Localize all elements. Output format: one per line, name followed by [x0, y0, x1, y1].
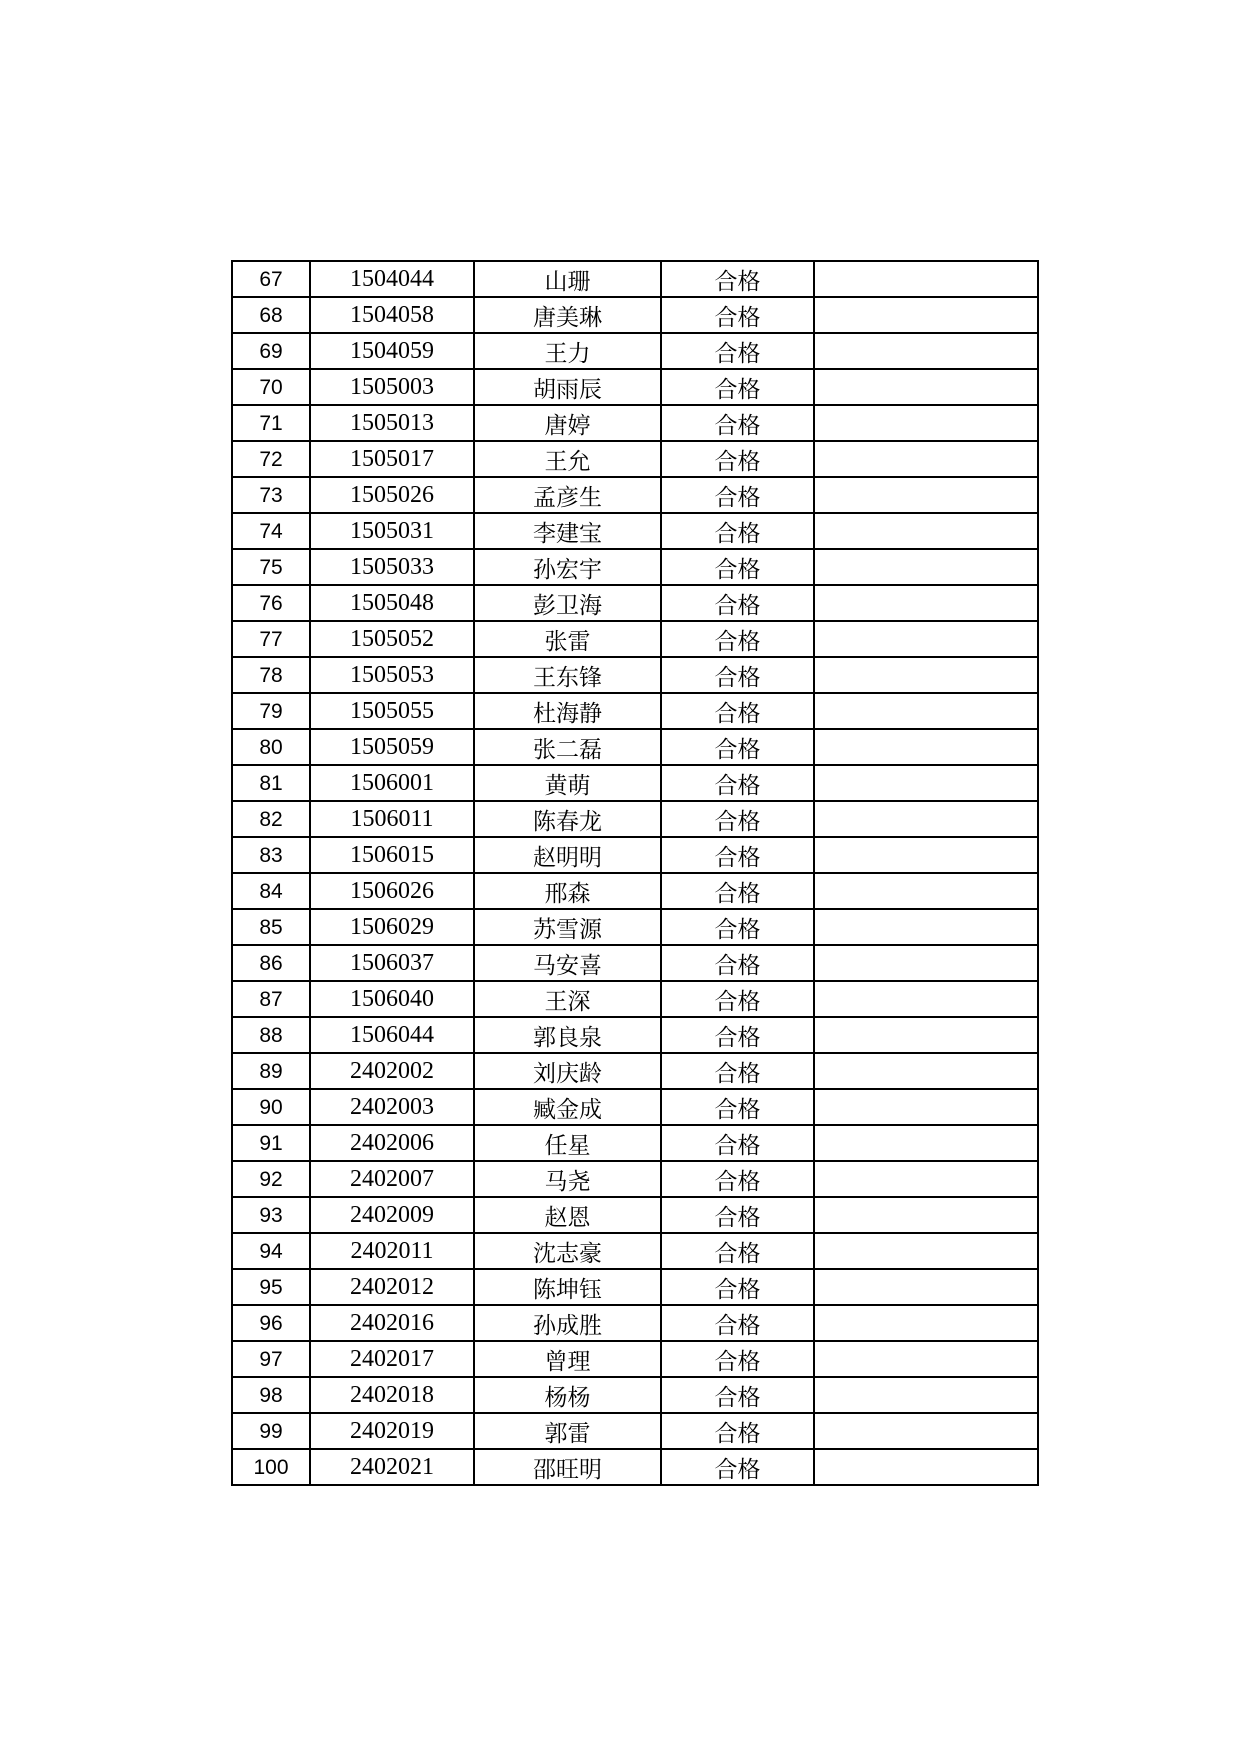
- result-cell: 合格: [661, 909, 814, 945]
- table-row: [232, 1413, 1038, 1449]
- exam-id-cell: 1505013: [310, 405, 474, 441]
- remark-cell: [814, 513, 1038, 549]
- candidate-name-cell: 马安喜: [474, 945, 661, 981]
- candidate-name-cell: 曾理: [474, 1341, 661, 1377]
- row-number-cell: 93: [232, 1197, 310, 1233]
- exam-id-cell: 1504058: [310, 297, 474, 333]
- result-cell: 合格: [661, 729, 814, 765]
- result-cell: 合格: [661, 1269, 814, 1305]
- remark-cell: [814, 405, 1038, 441]
- result-cell: 合格: [661, 585, 814, 621]
- remark-cell: [814, 1413, 1038, 1449]
- row-number-cell: 77: [232, 621, 310, 657]
- result-cell: 合格: [661, 1161, 814, 1197]
- candidate-name-cell: 陈春龙: [474, 801, 661, 837]
- row-number-cell: 71: [232, 405, 310, 441]
- exam-id-cell: 1505055: [310, 693, 474, 729]
- remark-cell: [814, 1197, 1038, 1233]
- candidate-name-cell: 王深: [474, 981, 661, 1017]
- exam-id-cell: 1505052: [310, 621, 474, 657]
- result-cell: 合格: [661, 693, 814, 729]
- exam-id-cell: 1506011: [310, 801, 474, 837]
- result-cell: 合格: [661, 1197, 814, 1233]
- remark-cell: [814, 1161, 1038, 1197]
- row-number-cell: 97: [232, 1341, 310, 1377]
- remark-cell: [814, 1233, 1038, 1269]
- remark-cell: [814, 873, 1038, 909]
- candidate-name-cell: 彭卫海: [474, 585, 661, 621]
- candidate-name-cell: 王力: [474, 333, 661, 369]
- remark-cell: [814, 657, 1038, 693]
- candidate-name-cell: 杨杨: [474, 1377, 661, 1413]
- table-row: [232, 1197, 1038, 1233]
- result-cell: 合格: [661, 801, 814, 837]
- result-cell: 合格: [661, 945, 814, 981]
- result-cell: 合格: [661, 1341, 814, 1377]
- exam-id-cell: 1506040: [310, 981, 474, 1017]
- candidate-name-cell: 孙成胜: [474, 1305, 661, 1341]
- exam-id-cell: 1505003: [310, 369, 474, 405]
- exam-id-cell: 1505017: [310, 441, 474, 477]
- remark-cell: [814, 693, 1038, 729]
- exam-id-cell: 2402019: [310, 1413, 474, 1449]
- candidate-name-cell: 马尧: [474, 1161, 661, 1197]
- candidate-name-cell: 郭良泉: [474, 1017, 661, 1053]
- result-cell: 合格: [661, 1017, 814, 1053]
- table-row: [232, 1089, 1038, 1125]
- candidate-name-cell: 张雷: [474, 621, 661, 657]
- remark-cell: [814, 369, 1038, 405]
- result-cell: 合格: [661, 1053, 814, 1089]
- candidate-name-cell: 唐美琳: [474, 297, 661, 333]
- candidate-name-cell: 山珊: [474, 261, 661, 297]
- exam-id-cell: 2402003: [310, 1089, 474, 1125]
- row-number-cell: 90: [232, 1089, 310, 1125]
- table-row: [232, 1053, 1038, 1089]
- table-row: [232, 405, 1038, 441]
- table-row: [232, 729, 1038, 765]
- remark-cell: [814, 909, 1038, 945]
- exam-id-cell: 2402016: [310, 1305, 474, 1341]
- row-number-cell: 100: [232, 1449, 310, 1485]
- row-number-cell: 75: [232, 549, 310, 585]
- exam-id-cell: 2402002: [310, 1053, 474, 1089]
- result-cell: 合格: [661, 441, 814, 477]
- table-row: [232, 1233, 1038, 1269]
- result-cell: 合格: [661, 1413, 814, 1449]
- remark-cell: [814, 1449, 1038, 1485]
- remark-cell: [814, 729, 1038, 765]
- exam-id-cell: 1505031: [310, 513, 474, 549]
- exam-id-cell: 1506015: [310, 837, 474, 873]
- candidate-name-cell: 邢森: [474, 873, 661, 909]
- result-cell: 合格: [661, 549, 814, 585]
- row-number-cell: 95: [232, 1269, 310, 1305]
- candidate-name-cell: 孙宏宇: [474, 549, 661, 585]
- table-row: [232, 585, 1038, 621]
- result-cell: 合格: [661, 1377, 814, 1413]
- row-number-cell: 73: [232, 477, 310, 513]
- table-row: [232, 873, 1038, 909]
- remark-cell: [814, 621, 1038, 657]
- exam-id-cell: 1505053: [310, 657, 474, 693]
- table-row: [232, 693, 1038, 729]
- remark-cell: [814, 477, 1038, 513]
- table-row: [232, 261, 1038, 297]
- exam-id-cell: 1505033: [310, 549, 474, 585]
- remark-cell: [814, 333, 1038, 369]
- row-number-cell: 74: [232, 513, 310, 549]
- exam-id-cell: 1506001: [310, 765, 474, 801]
- candidate-name-cell: 陈坤钰: [474, 1269, 661, 1305]
- row-number-cell: 68: [232, 297, 310, 333]
- result-cell: 合格: [661, 837, 814, 873]
- result-cell: 合格: [661, 1305, 814, 1341]
- result-cell: 合格: [661, 1233, 814, 1269]
- row-number-cell: 84: [232, 873, 310, 909]
- candidate-name-cell: 张二磊: [474, 729, 661, 765]
- table-row: [232, 981, 1038, 1017]
- candidate-name-cell: 沈志豪: [474, 1233, 661, 1269]
- row-number-cell: 89: [232, 1053, 310, 1089]
- candidate-name-cell: 赵恩: [474, 1197, 661, 1233]
- exam-id-cell: 2402018: [310, 1377, 474, 1413]
- table-row: [232, 1161, 1038, 1197]
- exam-id-cell: 1505059: [310, 729, 474, 765]
- results-table: [231, 260, 1039, 1486]
- row-number-cell: 78: [232, 657, 310, 693]
- exam-id-cell: 1505048: [310, 585, 474, 621]
- remark-cell: [814, 441, 1038, 477]
- table-row: [232, 1269, 1038, 1305]
- exam-id-cell: 1505026: [310, 477, 474, 513]
- table-row: [232, 333, 1038, 369]
- row-number-cell: 98: [232, 1377, 310, 1413]
- row-number-cell: 86: [232, 945, 310, 981]
- row-number-cell: 83: [232, 837, 310, 873]
- result-cell: 合格: [661, 405, 814, 441]
- row-number-cell: 88: [232, 1017, 310, 1053]
- table-row: [232, 1305, 1038, 1341]
- row-number-cell: 76: [232, 585, 310, 621]
- result-cell: 合格: [661, 333, 814, 369]
- candidate-name-cell: 孟彦生: [474, 477, 661, 513]
- candidate-name-cell: 李建宝: [474, 513, 661, 549]
- table-row: [232, 657, 1038, 693]
- candidate-name-cell: 胡雨辰: [474, 369, 661, 405]
- table-row: [232, 1449, 1038, 1485]
- exam-id-cell: 2402017: [310, 1341, 474, 1377]
- results-table-body: [232, 261, 1038, 1485]
- candidate-name-cell: 王允: [474, 441, 661, 477]
- table-row: [232, 441, 1038, 477]
- table-row: [232, 837, 1038, 873]
- result-cell: 合格: [661, 621, 814, 657]
- remark-cell: [814, 1089, 1038, 1125]
- row-number-cell: 79: [232, 693, 310, 729]
- exam-id-cell: 1506029: [310, 909, 474, 945]
- result-cell: 合格: [661, 657, 814, 693]
- candidate-name-cell: 王东锋: [474, 657, 661, 693]
- exam-id-cell: 2402007: [310, 1161, 474, 1197]
- result-cell: 合格: [661, 1449, 814, 1485]
- remark-cell: [814, 981, 1038, 1017]
- result-cell: 合格: [661, 477, 814, 513]
- table-row: [232, 1377, 1038, 1413]
- remark-cell: [814, 1377, 1038, 1413]
- exam-id-cell: 2402011: [310, 1233, 474, 1269]
- remark-cell: [814, 837, 1038, 873]
- remark-cell: [814, 585, 1038, 621]
- candidate-name-cell: 任星: [474, 1125, 661, 1161]
- table-row: [232, 297, 1038, 333]
- row-number-cell: 70: [232, 369, 310, 405]
- result-cell: 合格: [661, 1089, 814, 1125]
- remark-cell: [814, 1269, 1038, 1305]
- remark-cell: [814, 549, 1038, 585]
- exam-id-cell: 2402006: [310, 1125, 474, 1161]
- exam-id-cell: 1506044: [310, 1017, 474, 1053]
- result-cell: 合格: [661, 261, 814, 297]
- table-row: [232, 909, 1038, 945]
- result-cell: 合格: [661, 369, 814, 405]
- row-number-cell: 91: [232, 1125, 310, 1161]
- remark-cell: [814, 297, 1038, 333]
- candidate-name-cell: 黄萌: [474, 765, 661, 801]
- result-cell: 合格: [661, 1125, 814, 1161]
- result-cell: 合格: [661, 513, 814, 549]
- row-number-cell: 92: [232, 1161, 310, 1197]
- row-number-cell: 99: [232, 1413, 310, 1449]
- remark-cell: [814, 945, 1038, 981]
- candidate-name-cell: 郭雷: [474, 1413, 661, 1449]
- table-row: [232, 477, 1038, 513]
- row-number-cell: 67: [232, 261, 310, 297]
- row-number-cell: 81: [232, 765, 310, 801]
- remark-cell: [814, 1305, 1038, 1341]
- remark-cell: [814, 1053, 1038, 1089]
- row-number-cell: 87: [232, 981, 310, 1017]
- candidate-name-cell: 唐婷: [474, 405, 661, 441]
- exam-id-cell: 1506037: [310, 945, 474, 981]
- candidate-name-cell: 苏雪源: [474, 909, 661, 945]
- table-row: [232, 801, 1038, 837]
- remark-cell: [814, 801, 1038, 837]
- candidate-name-cell: 赵明明: [474, 837, 661, 873]
- exam-id-cell: 1506026: [310, 873, 474, 909]
- remark-cell: [814, 1341, 1038, 1377]
- table-row: [232, 549, 1038, 585]
- candidate-name-cell: 邵旺明: [474, 1449, 661, 1485]
- result-cell: 合格: [661, 297, 814, 333]
- table-row: [232, 369, 1038, 405]
- table-row: [232, 1341, 1038, 1377]
- exam-id-cell: 1504044: [310, 261, 474, 297]
- exam-id-cell: 2402009: [310, 1197, 474, 1233]
- table-row: [232, 621, 1038, 657]
- candidate-name-cell: 杜海静: [474, 693, 661, 729]
- row-number-cell: 72: [232, 441, 310, 477]
- row-number-cell: 96: [232, 1305, 310, 1341]
- row-number-cell: 80: [232, 729, 310, 765]
- candidate-name-cell: 臧金成: [474, 1089, 661, 1125]
- exam-id-cell: 2402021: [310, 1449, 474, 1485]
- table-row: [232, 765, 1038, 801]
- result-cell: 合格: [661, 873, 814, 909]
- exam-id-cell: 1504059: [310, 333, 474, 369]
- row-number-cell: 69: [232, 333, 310, 369]
- remark-cell: [814, 765, 1038, 801]
- result-cell: 合格: [661, 765, 814, 801]
- table-row: [232, 513, 1038, 549]
- remark-cell: [814, 1125, 1038, 1161]
- table-row: [232, 1017, 1038, 1053]
- remark-cell: [814, 261, 1038, 297]
- remark-cell: [814, 1017, 1038, 1053]
- row-number-cell: 82: [232, 801, 310, 837]
- table-row: [232, 945, 1038, 981]
- candidate-name-cell: 刘庆龄: [474, 1053, 661, 1089]
- result-cell: 合格: [661, 981, 814, 1017]
- row-number-cell: 94: [232, 1233, 310, 1269]
- row-number-cell: 85: [232, 909, 310, 945]
- exam-id-cell: 2402012: [310, 1269, 474, 1305]
- table-row: [232, 1125, 1038, 1161]
